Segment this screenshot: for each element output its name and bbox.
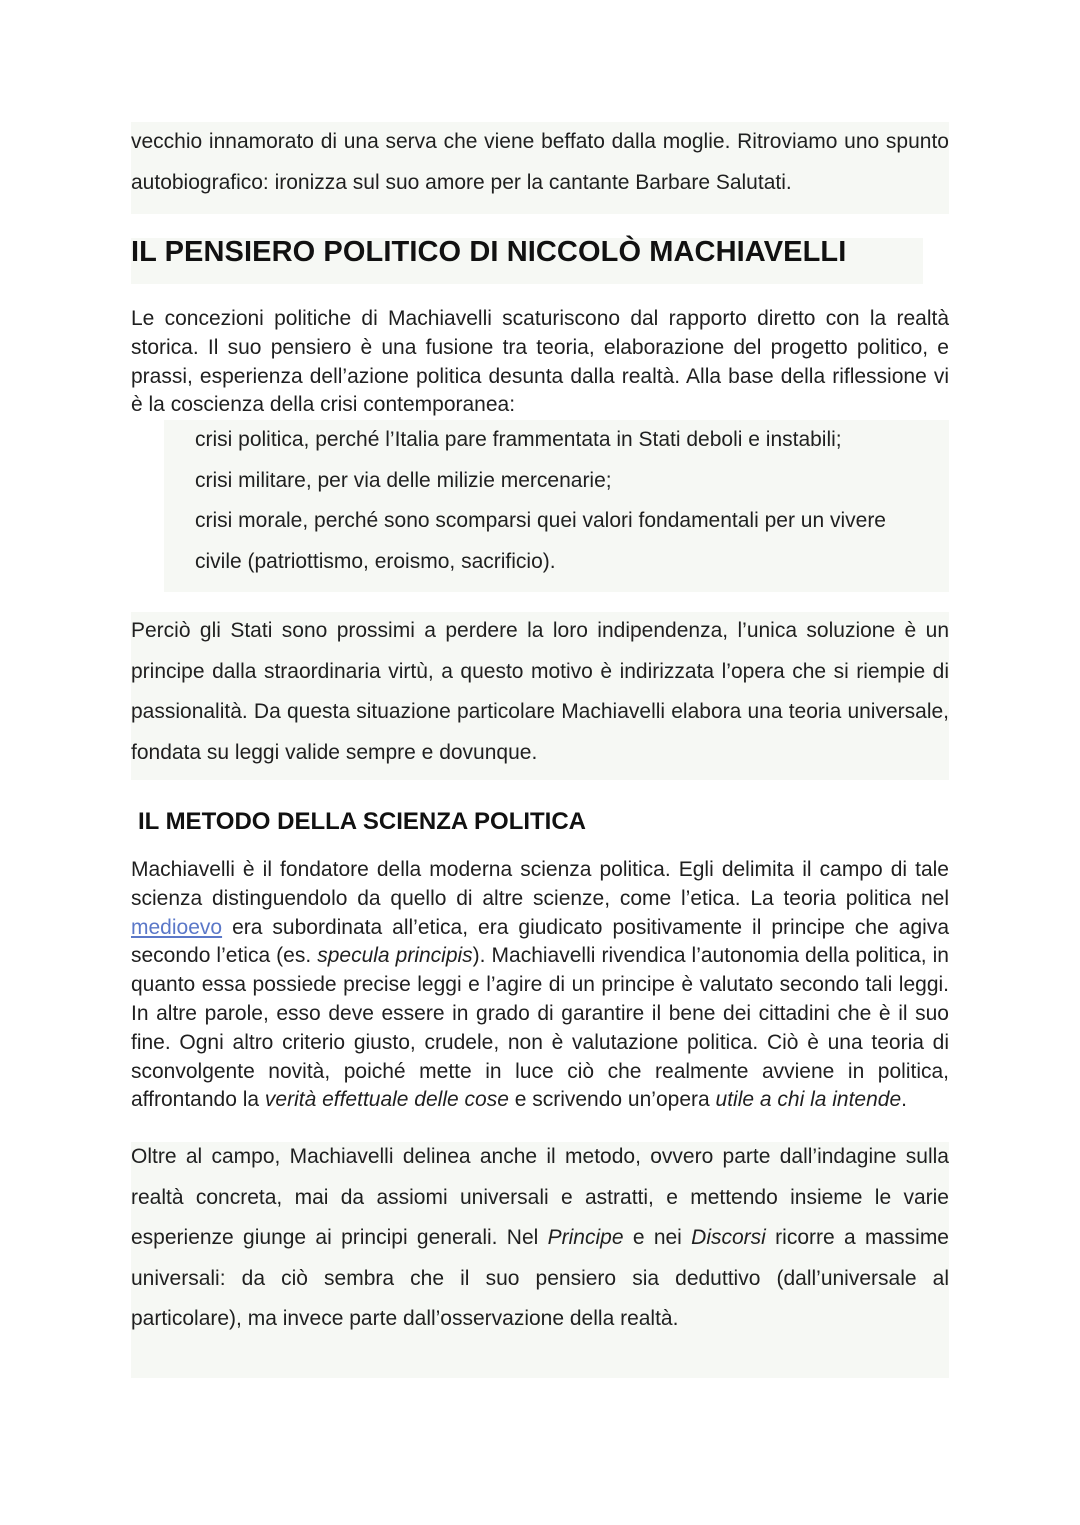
paragraph-stati-indipendenza: Perciò gli Stati sono prossimi a perdere la loro indipendenza, l’unica soluzione è un principe dalla straordinaria virtù, a questo motivo è indirizzata l’opera che si riempie di passionalità. Da questa situazione particolare Machiavelli elabora una teoria universale, fondata su leggi valide sempre e dovunque. [131,619,949,764]
intro-paragraph: vecchio innamorato di una serva che viene beffato dalla moglie. Ritroviamo uno spunto autobiografico: ironizza sul suo amore per la cantante Barbare Salutati. [131,130,949,194]
section-title-metodo-scienza-politica: IL METODO DELLA SCIENZA POLITICA [138,808,587,835]
paragraph-concezioni-politiche: Le concezioni politiche di Machiavelli scaturiscono dal rapporto diretto con la realtà storica. Il suo pensiero è una fusione tra teoria, elaborazione del progetto politico, e prassi, esperienza dell’azione politica desunta dalla realtà. Alla base della riflessione vi è la coscienza della crisi contemporanea: [131,307,949,417]
medioevo-link[interactable]: medioevo [131,915,223,939]
list-item: civile (patriottismo, eroismo, sacrificio). [195,549,556,573]
list-item: crisi politica, perché l’Italia pare frammentata in Stati deboli e instabili; [195,428,842,451]
section-title-pensiero-politico: IL PENSIERO POLITICO DI NICCOLÒ MACHIAVELLI [131,236,847,268]
paragraph-metodo: Oltre al campo, Machiavelli delinea anche il metodo, ovvero parte dall’indagine sulla realtà concreta, mai da assiomi universali e astratti, e mettendo insieme le varie esperienze giunge ai principi generali. Nel Principe e nei Discorsi ricorre a massime universali: da ciò sembra che il suo pensiero sia deduttivo (dall’universale al particolare), ma invece parte dall’osservazione della realtà. [131,1145,949,1330]
list-item: crisi morale, perché sono scomparsi quei valori fondamentali per un vivere [195,509,886,532]
list-item: crisi militare, per via delle milizie mercenarie; [195,468,612,492]
paragraph-fondatore-scienza-politica: Machiavelli è il fondatore della moderna scienza politica. Egli delimita il campo di tale scienza distinguendolo da quello di altre scienze, come l’etica. La teoria politica nel medioevo era subordinata all’etica, era giudicato positivamente il principe che agiva secondo l’etica (es. specula principis). Machiavelli rivendica l’autonomia della politica, in quanto essa possiede precise leggi e l’agire di un principe è valutato secondo tali leggi. In altre parole, esso deve essere in grado di garantire il bene dei cittadini che è il suo fine. Ogni altro criterio giusto, crudele, non è valutazione politica. Ciò è una teoria di sconvolgente novità, poiché mette in luce ciò che realmente avviene in politica, affrontando la verità effettuale delle cose e scrivendo un’opera utile a chi la intende. [131,858,949,1112]
crisis-list [195,420,935,582]
